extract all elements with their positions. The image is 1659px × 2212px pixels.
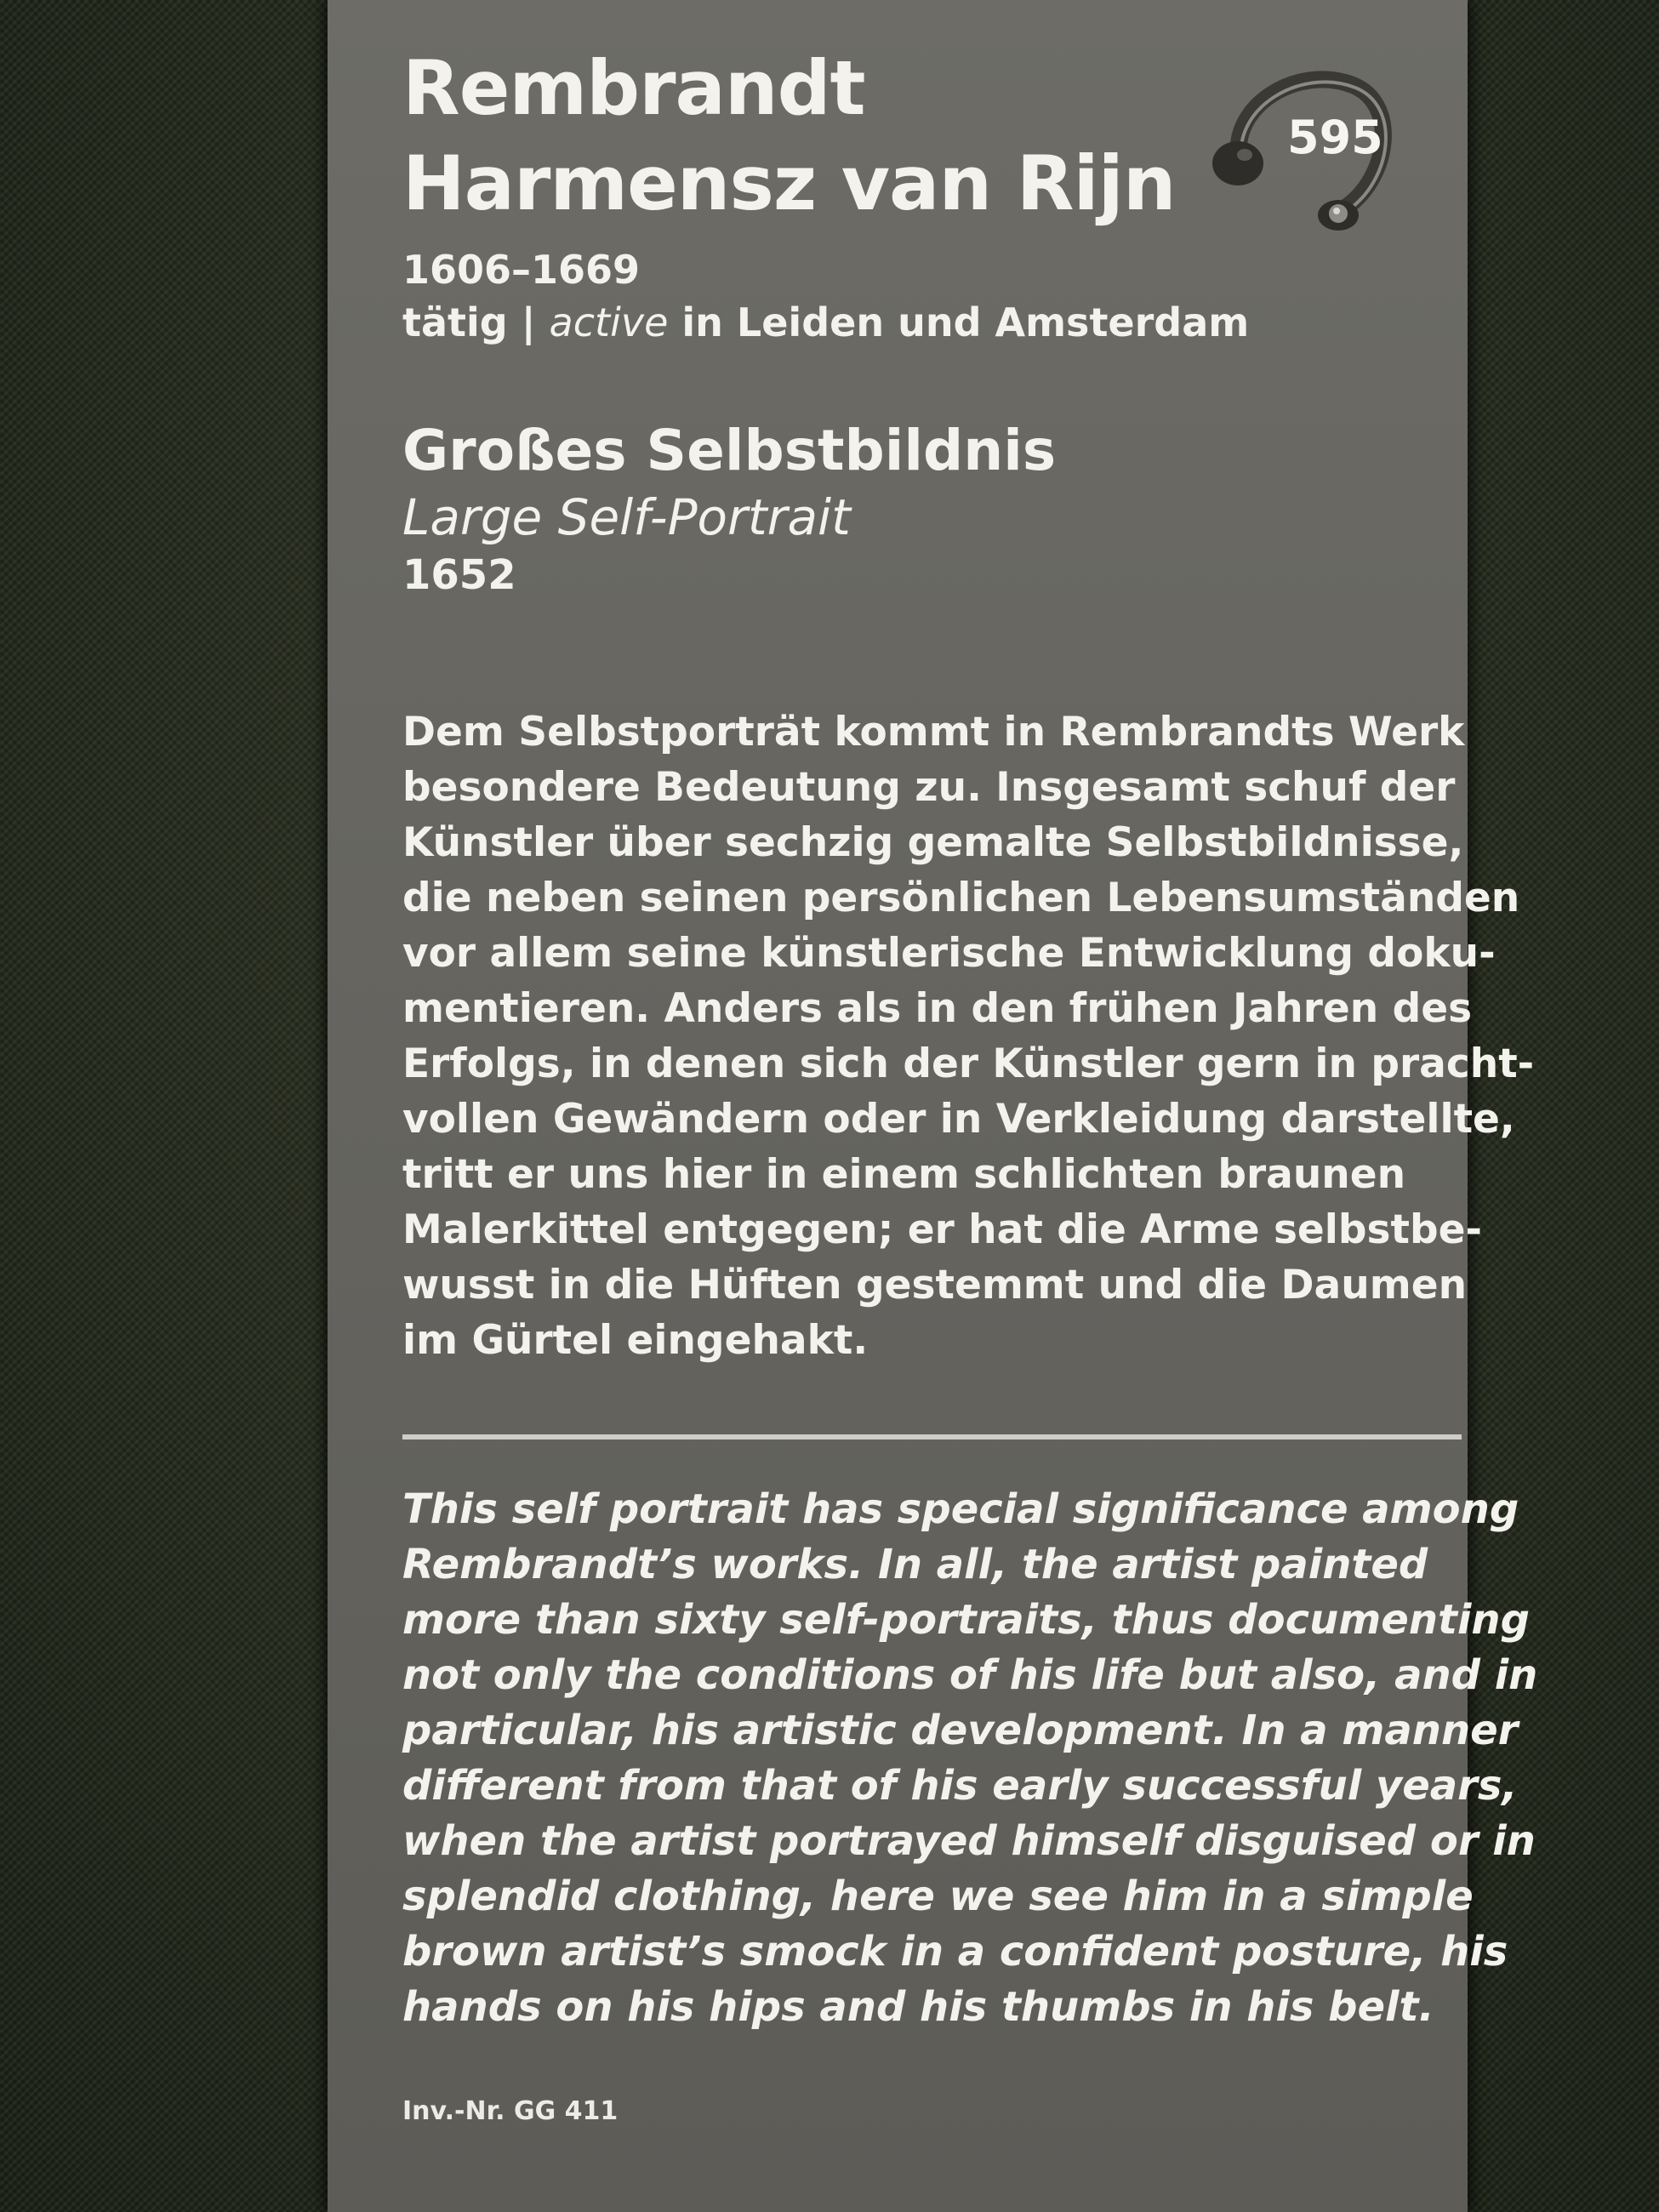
- description-line: Rembrandt’s works. In all, the artist painted: [402, 1541, 1428, 1588]
- description-line: Dem Selbstporträt kommt in Rembrandts Werk: [402, 709, 1465, 755]
- description-line: vor allem seine künstlerische Entwicklung doku-: [402, 930, 1496, 977]
- description-line: splendid clothing, here we see him in a simple: [402, 1873, 1474, 1920]
- inventory-number: Inv.-Nr. GG 411: [402, 2096, 619, 2126]
- description-english: [402, 1482, 1538, 2035]
- description-line: different from that of his early successful years,: [402, 1762, 1518, 1810]
- description-line: besondere Bedeutung zu. Insgesamt schuf der: [402, 764, 1456, 811]
- artwork-title-german: Großes Selbstbildnis: [402, 418, 1057, 483]
- description-line: particular, his artistic development. In a manner: [402, 1707, 1519, 1754]
- description-line: Künstler über sechzig gemalte Selbstbildnisse,: [402, 819, 1464, 866]
- artwork-title-english: Large Self-Portrait: [402, 488, 851, 546]
- artist-name-line2: Harmensz van Rijn: [402, 140, 1176, 227]
- audio-guide-badge: [1195, 60, 1400, 255]
- description-line: hands on his hips and his thumbs in his belt.: [402, 1983, 1434, 2031]
- description-line: brown artist’s smock in a confident posture, his: [402, 1928, 1508, 1975]
- description-line: not only the conditions of his life but also, and in: [402, 1651, 1538, 1699]
- section-divider: [402, 1434, 1462, 1440]
- description-line: tritt er uns hier in einem schlichten braunen: [402, 1151, 1406, 1198]
- description-line: This self portrait has special significance among: [402, 1485, 1519, 1533]
- activity-italic: active: [549, 299, 669, 345]
- artist-life-dates: 1606–1669: [402, 247, 641, 293]
- description-line: more than sixty self-portraits, thus documenting: [402, 1596, 1530, 1644]
- description-line: die neben seinen persönlichen Lebensumständen: [402, 875, 1520, 921]
- description-line: when the artist portrayed himself disguised or in: [402, 1817, 1536, 1865]
- description-line: im Gürtel eingehakt.: [402, 1317, 869, 1364]
- artwork-year: 1652: [402, 551, 516, 599]
- description-line: Malerkittel entgegen; er hat die Arme selbstbe-: [402, 1206, 1483, 1253]
- placard-content: [402, 41, 1538, 2129]
- description-german: [402, 704, 1535, 1368]
- audio-guide-number: 595: [1287, 111, 1383, 164]
- description-line: wusst in die Hüften gestemmt und die Daumen: [402, 1262, 1468, 1308]
- artist-name-line1: Rembrandt: [402, 44, 865, 132]
- description-line: Erfolgs, in denen sich der Künstler gern in pracht-: [402, 1040, 1535, 1087]
- activity-prefix: tätig |: [402, 299, 536, 345]
- museum-placard: [328, 0, 1538, 2212]
- artist-activity: [402, 296, 1394, 349]
- wall-fabric-left: [0, 0, 328, 2212]
- description-line: mentieren. Anders als in den frühen Jahren des: [402, 985, 1473, 1032]
- description-line: vollen Gewändern oder in Verkleidung darstellte,: [402, 1096, 1515, 1143]
- activity-suffix: in Leiden und Amsterdam: [681, 299, 1250, 345]
